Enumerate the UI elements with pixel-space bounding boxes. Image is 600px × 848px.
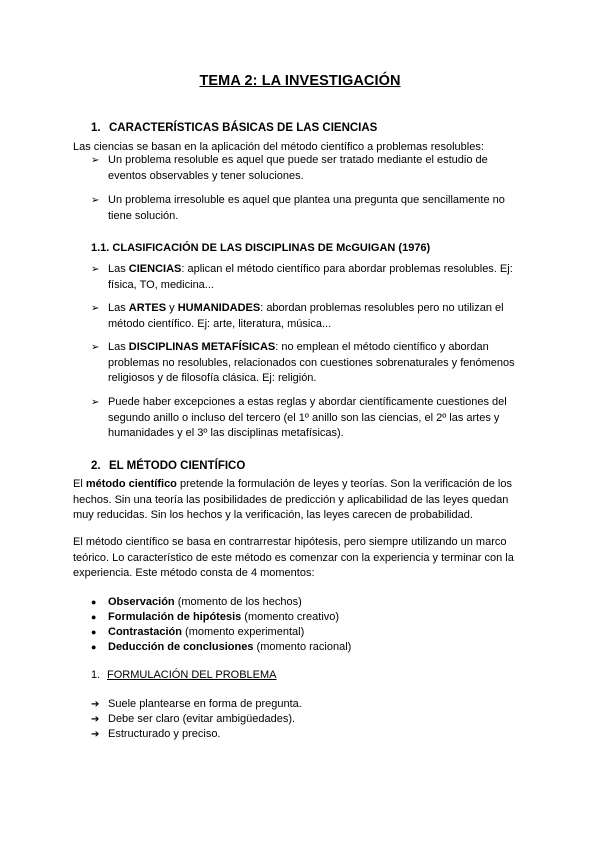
moment-name: Deducción de conclusiones [108,641,254,653]
page-title: TEMA 2: LA INVESTIGACIÓN [199,73,401,89]
arrowhead-bullet-icon: ➢ [91,195,100,206]
list-item [91,625,521,641]
list-item [91,395,521,442]
section-2-paragraph-1 [73,477,525,524]
list-item [91,301,521,332]
subsection-title: FORMULACIÓN DEL PROBLEMA [107,669,277,681]
moment-description: (momento experimental) [181,626,305,638]
arrowhead-bullet-icon: ➢ [91,155,100,166]
arrowhead-bullet-icon: ➢ [91,264,100,275]
list-item [91,193,521,224]
section-2-paragraph-2: El método científico se basa en contrarrestar hipótesis, pero siempre utilizando un marco teórico. Lo característico de este método es comenzar con la experiencia y terminar con la experiencia. Este método consta de 4 momentos: [73,536,514,579]
list-item-text: Puede haber excepciones a estas reglas y abordar científicamente cuestiones del segundo anillo o incluso del tercero (el 1º anillo son las ciencias, el 2º las artes y humanidades y el 3º las disciplinas metafísicas). [108,396,507,439]
section-number: 2. [91,460,101,472]
arrow-bullet-icon: ➔ [91,714,100,725]
section-title: CARACTERÍSTICAS BÁSICAS DE LAS CIENCIAS [109,122,378,134]
list-item [91,595,521,611]
list-item [91,697,521,713]
list-item [91,340,521,387]
subsection-heading [91,669,277,681]
term-ciencias: CIENCIAS [128,263,182,275]
list-item [91,712,521,728]
list-item [91,610,521,626]
list-item-text: Un problema irresoluble es aquel que plantea una pregunta que sencillamente no tiene solución. [108,194,505,222]
item-prefix: Las [108,341,129,353]
moment-description: (momento creativo) [241,611,340,623]
item-text: : aplican el método científico para abordar problemas resolubles. Ej: física, TO, medicina... [108,263,513,291]
moment-name: Formulación de hipótesis [108,611,242,623]
list-item-text: Un problema resoluble es aquel que puede ser tratado mediante el estudio de eventos observables y tener soluciones. [108,154,488,182]
moment-name: Contrastación [108,626,182,638]
subsection-number: 1. [91,669,101,681]
list-item [91,727,521,743]
section-1-intro: Las ciencias se basan en la aplicación del método científico a problemas resolubles: [73,141,484,153]
item-text: : no emplean el método científico y abordan problemas no resolubles, relacionados con cuestiones sobrenaturales y fenómenos religiosos y de filosofía clásica. Ej: religión. [108,341,515,384]
item-prefix: Las [108,302,129,314]
moment-description: (momento de los hechos) [174,596,302,608]
bullet-dot-icon: ● [91,612,97,622]
arrowhead-bullet-icon: ➢ [91,342,100,353]
moment-name: Observación [108,596,175,608]
section-2-heading [91,460,245,472]
paragraph-text: pretende la formulación de leyes y teorías. Son la verificación de los hechos. Sin una teoría las posibilidades de predicción y aplicabilidad de las leyes quedan muy reducidas. Sin los hechos y la verificación, las leyes carecen de probabilidad. [73,478,512,521]
moment-description: (momento racional) [253,641,352,653]
list-item-text: Estructurado y preciso. [108,728,221,740]
arrowhead-bullet-icon: ➢ [91,397,100,408]
term-disciplinas-metafisicas: DISCIPLINAS METAFÍSICAS [128,341,276,353]
bullet-dot-icon: ● [91,597,97,607]
arrow-bullet-icon: ➔ [91,699,100,710]
list-item [91,640,521,656]
list-item-text: Suele plantearse en forma de pregunta. [108,698,302,710]
item-prefix: Las [108,263,129,275]
term-artes: ARTES [128,302,167,314]
subsection-1-1-heading: 1.1. CLASIFICACIÓN DE LAS DISCIPLINAS DE McGUIGAN (1976) [91,242,431,254]
section-1-heading [91,122,377,134]
bullet-dot-icon: ● [91,642,97,652]
item-conjunction: y [166,302,178,314]
term-metodo-cientifico: método científico [85,478,177,490]
paragraph-prefix: El [73,478,86,490]
list-item [91,153,521,184]
arrow-bullet-icon: ➔ [91,729,100,740]
list-item-text: Debe ser claro (evitar ambigüedades). [108,713,296,725]
item-text: : abordan problemas resolubles pero no utilizan el método científico. Ej: arte, literatura, música... [108,302,504,330]
section-number: 1. [91,122,101,134]
bullet-dot-icon: ● [91,627,97,637]
term-humanidades: HUMANIDADES [177,302,261,314]
list-item [91,262,521,293]
section-title: EL MÉTODO CIENTÍFICO [109,460,246,472]
arrowhead-bullet-icon: ➢ [91,303,100,314]
